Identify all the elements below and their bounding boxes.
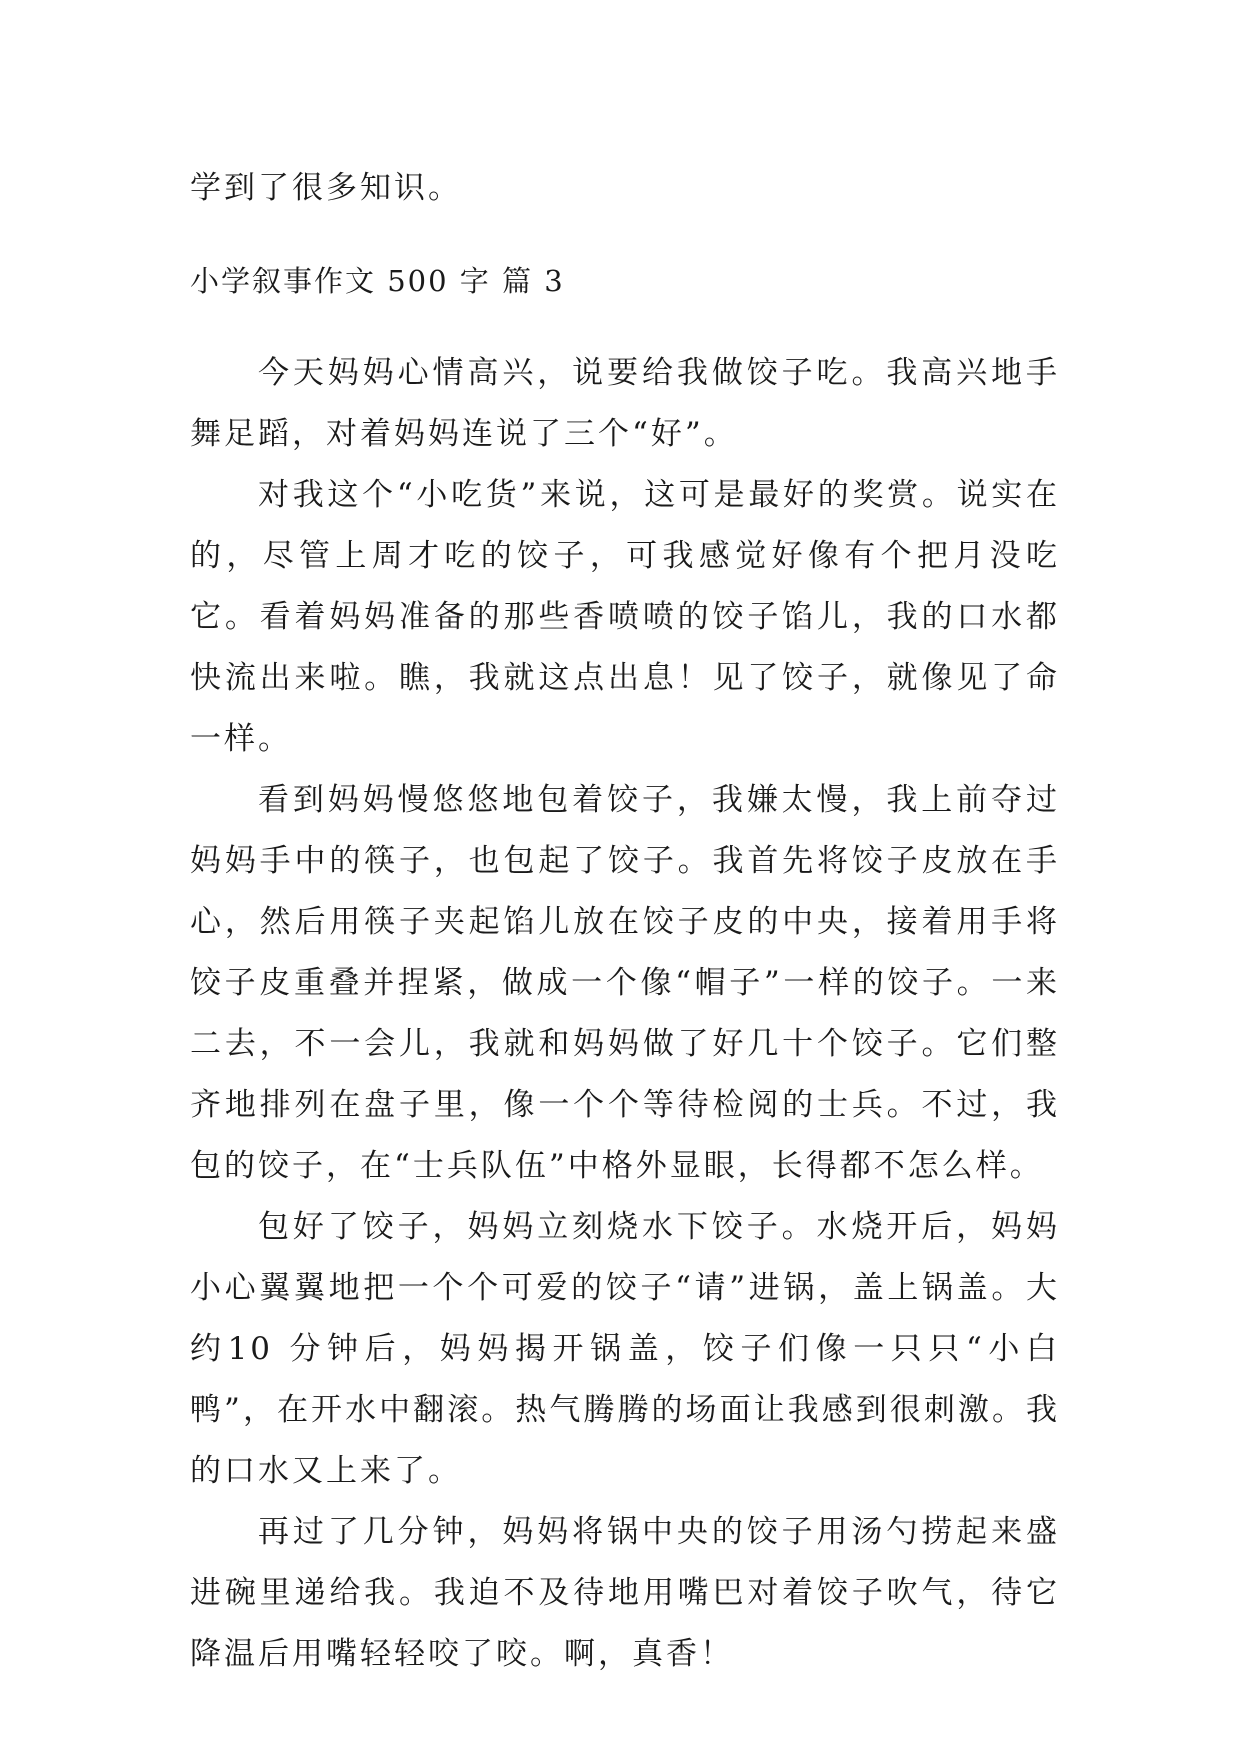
paragraph: 包好了饺子，妈妈立刻烧水下饺子。水烧开后，妈妈小心翼翼地把一个个可爱的饺子“请”进锅，盖上锅盖。大约10 分钟后，妈妈揭开锅盖，饺子们像一只只“小白鸭”，在开水中翻滚。热气腾腾的场面让我感到很刺激。我的口水又上来了。 <box>190 1209 1060 1489</box>
paragraph: 看到妈妈慢悠悠地包着饺子，我嫌太慢，我上前夺过妈妈手中的筷子，也包起了饺子。我首先将饺子皮放在手心，然后用筷子夹起馅儿放在饺子皮的中央，接着用手将饺子皮重叠并捏紧，做成一个像“帽子”一样的饺子。一来二去，不一会儿，我就和妈妈做了好几十个饺子。它们整齐地排列在盘子里，像一个个等待检阅的士兵。不过，我包的饺子，在“士兵队伍”中格外显眼，长得都不怎么样。 <box>190 782 1060 1184</box>
essay-heading: 小学叙事作文 500 字 篇 3 <box>190 264 565 298</box>
paragraph: 今天妈妈心情高兴，说要给我做饺子吃。我高兴地手舞足蹈，对着妈妈连说了三个“好”。 <box>190 355 1060 452</box>
paragraph: 对我这个“小吃货”来说，这可是最好的奖赏。说实在的，尽管上周才吃的饺子，可我感觉好像有个把月没吃它。看着妈妈准备的那些香喷喷的饺子馅儿，我的口水都快流出来啦。瞧，我就这点出息！见了饺子，就像见了命一样。 <box>190 477 1060 757</box>
carryover-text: 学到了很多知识。 <box>190 170 462 206</box>
paragraph: 再过了几分钟，妈妈将锅中央的饺子用汤勺捞起来盛进碗里递给我。我迫不及待地用嘴巴对着饺子吹气，待它降温后用嘴轻轻咬了咬。啊，真香！ <box>190 1514 1060 1672</box>
essay-body <box>190 343 1060 1685</box>
